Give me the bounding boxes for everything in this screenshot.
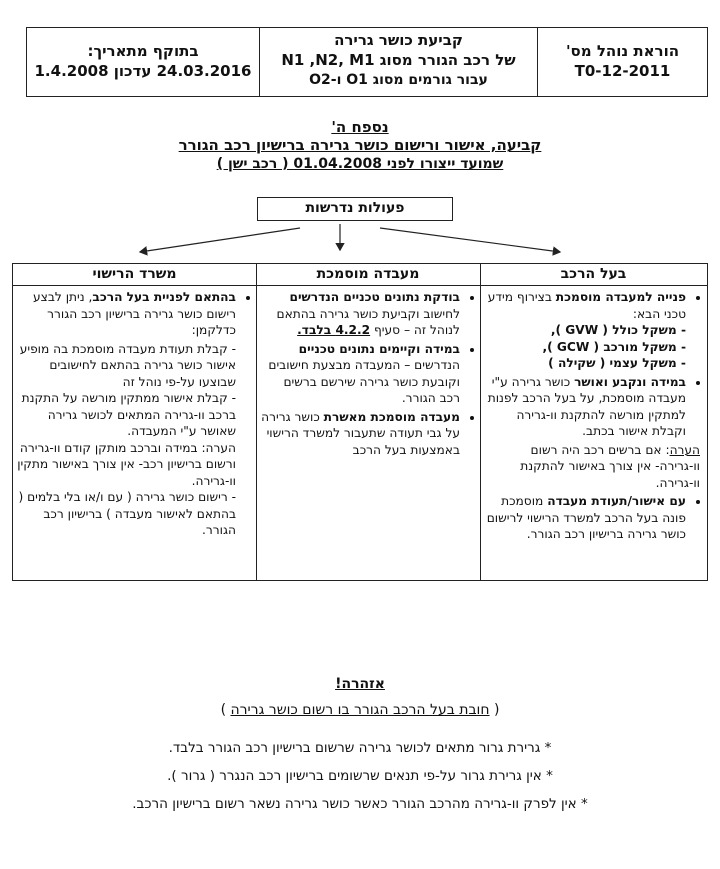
licensing-item: - קבלת תעודת מעבדה מוסמכת בה מופיע אישור כושר גרירה בהתאם לחישובים שבוצעו על-פי נוהל זה bbox=[19, 341, 236, 389]
header-title-line3: עבור גורמים מסוג O1 ו-O2 bbox=[309, 72, 488, 88]
flow-arrows bbox=[0, 0, 720, 270]
arrow-to-owner bbox=[380, 228, 560, 252]
owner-info-item: - משקל מורכב ( GCW ), bbox=[542, 339, 686, 354]
required-actions-box: פעולות נדרשות bbox=[257, 197, 453, 221]
warning-title: אזהרה! bbox=[335, 676, 385, 692]
licensing-item: - רישום כושר גרירה ( עם ו/או בלי בלמים ( בהתאם לאישור מעבדה ) ברישיון רכב הגורר. bbox=[18, 490, 236, 537]
lab-step-2: • במידה וקיימים נתונים טכניים הנדרשים – המעבדה מבצעת חישובים וקובעת כושר גרירה שירשם ברשים רכב הגורר. bbox=[260, 341, 460, 407]
header-title-line1: קביעת כושר גרירה bbox=[334, 31, 463, 49]
column-heading-owner: בעל הרכב bbox=[480, 264, 707, 286]
lab-column bbox=[256, 286, 480, 460]
procedure-number: T0-12-2011 bbox=[574, 62, 671, 80]
owner-step-2: • במידה ונקבע ואושר כושר גרירה ע"י מעבדה מוסמכת, על בעל הרכב לפנות למתקין מורשה להתקנת וו-גרירה וקבלת אישור בכתב. bbox=[484, 374, 686, 440]
owner-column bbox=[480, 286, 706, 545]
lab-step-3: • מעבדה מוסמכת מאשרת כושר גרירה על גבי תעודה שתעבור למשרד הרישוי באמצעות בעל הרכב bbox=[260, 409, 460, 459]
licensing-note: הערה: במידה וברכב מותקן קודם וו-גרירה ורשום ברישיון רכב- אין צורך באישור מתקין וו-גרירה. bbox=[17, 440, 236, 488]
column-heading-licensing: משרד הרישוי bbox=[13, 264, 256, 286]
appendix-title: נספח ה' bbox=[331, 118, 389, 136]
licensing-item: - קבלת אישור ממתקין מורשה על התקנת ברכב וו-גרירה המתאים לכושר גרירה שאושר ע"י המעבדה. bbox=[21, 391, 236, 438]
column-heading-lab: מעבדה מוסמכת bbox=[256, 264, 480, 286]
licensing-column bbox=[13, 286, 256, 539]
warning-subtitle: ( חובת בעל הרכב הגורר בו רשום כושר גרירה ) bbox=[220, 702, 500, 718]
owner-step-1: • פנייה למעבדה מוסמכת בצירוף מידע טכני הבא: - משקל כולל ( GVW ), - משקל מורכב ( GCW ), - משקל עצמי ( שקילה ) bbox=[484, 289, 686, 372]
owner-info-item: - משקל עצמי ( שקילה ) bbox=[548, 356, 686, 370]
licensing-step-1: • בהתאם לפניית בעל הרכב, ניתן לבצע רישום כושר גרירה ברישיון רכב הגורר כדלקמן: bbox=[17, 289, 236, 339]
warning-line-3: * אין לפרק וו-גרירה מהרכב הגורר כאשר כושר גרירה נשאר רשום ברישיון הרכב. bbox=[132, 796, 588, 812]
arrow-to-licensing bbox=[140, 228, 300, 252]
owner-info-item: - משקל כולל ( GVW ), bbox=[550, 323, 686, 337]
warning-line-2: * אין גרירת גרור על-פי תנאים שרשומים ברישיון רכב הנגרר ( גרור ). bbox=[167, 768, 553, 784]
owner-note: הערה: אם ברשים רכב היה רשום וו-גרירה- אין צורך באישור להתקנת וו-גרירה. bbox=[520, 442, 700, 490]
procedure-label: הוראת נוהל מס' bbox=[565, 42, 680, 60]
validity-dates: 24.03.2016 עדכון 1.4.2008 bbox=[34, 62, 252, 80]
validity-label: בתוקף מתאריך: bbox=[87, 42, 199, 60]
actions-table bbox=[12, 263, 708, 581]
appendix-subtitle-2: שמועד ייצורו לפני 01.04.2008 ( רכב ישן ) bbox=[216, 156, 504, 172]
owner-step-3: • עם אישור/תעודת מעבדה מוסמכת פונה בעל הרכב למשרד הרישוי לרישום כושר גרירה ברישיון רכב הגורר. bbox=[484, 493, 686, 543]
appendix-subtitle-1: קביעה, אישור ורישום כושר גרירה ברישיון רכב הגורר bbox=[178, 136, 542, 154]
lab-step-1: • בודקת נתונים טכניים הנדרשים לחישוב וקביעת כושר גרירה בהתאם לנוהל זה – סעיף 4.2.2 בלבד. bbox=[260, 289, 460, 339]
warning-line-1: * גרירת גרור מתאים לכושר גרירה שרשום ברישיון רכב הגורר בלבד. bbox=[168, 740, 552, 756]
header-title-line2: של רכב הגורר מסוג N1 ,N2, M1 bbox=[281, 51, 516, 69]
